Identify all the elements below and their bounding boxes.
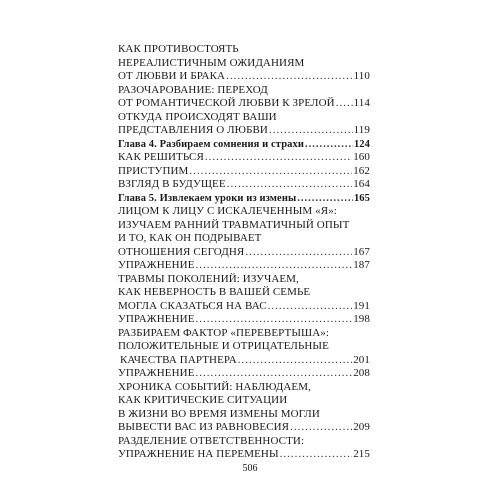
- toc-page-number: 191: [353, 299, 370, 312]
- toc-line: [118, 408, 370, 422]
- toc-line: [118, 111, 370, 125]
- dot-leader: [205, 151, 352, 165]
- toc-page-number: 208: [353, 367, 370, 379]
- toc-entry-text: И ТО, КАК ОН ПОДРЫВАЕТ: [118, 232, 262, 244]
- dot-leader: [245, 246, 352, 260]
- toc-line: [118, 313, 370, 327]
- toc-line: [118, 205, 370, 219]
- toc-entry-text: ИЗУЧАЕМ РАННИЙ ТРАВМАТИЧНЫЙ ОПЫТ: [118, 218, 350, 231]
- toc-entry-text: В ЖИЗНИ ВО ВРЕМЯ ИЗМЕНЫ МОГЛИ: [118, 407, 320, 420]
- dot-leader: [280, 448, 353, 462]
- toc-page-number: 114: [353, 97, 370, 109]
- toc-entry-text: МОГЛА СКАЗАТЬСЯ НА ВАС: [118, 299, 267, 312]
- toc-entry-text: ТРАВМЫ ПОКОЛЕНИЙ: ИЗУЧАЕМ,: [118, 272, 299, 285]
- toc-page-number: 160: [353, 151, 370, 163]
- toc-page-number: 198: [353, 313, 370, 325]
- toc-entry-text: ОТНОШЕНИЯ СЕГОДНЯ: [118, 245, 245, 258]
- dot-leader: [290, 421, 352, 435]
- toc-line: [118, 43, 370, 57]
- toc-line: [118, 381, 370, 395]
- toc-entry-text: КАК НЕВЕРНОСТЬ В ВАШЕЙ СЕМЬЕ: [118, 286, 311, 298]
- toc-line: [118, 178, 370, 192]
- dot-leader: [305, 138, 353, 152]
- toc-line: [118, 273, 370, 287]
- toc-page-number: 162: [353, 164, 370, 177]
- toc-line: [118, 340, 370, 354]
- dot-leader: [189, 165, 352, 179]
- toc-entry-text: ПОЛОЖИТЕЛЬНЫЕ И ОТРИЦАТЕЛЬНЫЕ: [118, 340, 329, 352]
- toc-entry-text: Глава 5. Извлекаем уроки из измены: [118, 192, 297, 204]
- toc-line: [118, 219, 370, 233]
- dot-leader: [196, 367, 353, 381]
- toc-entry-text: РАЗДЕЛЕНИЕ ОТВЕТСТВЕННОСТИ:: [118, 434, 305, 447]
- dot-leader: [196, 313, 353, 327]
- dot-leader: [227, 178, 353, 192]
- toc-line: [118, 354, 370, 368]
- dot-leader: [297, 192, 353, 206]
- toc-line: [118, 70, 370, 84]
- toc-line: [118, 232, 370, 246]
- toc-page-number: 215: [353, 448, 370, 460]
- toc-entry-text: РАЗОЧАРОВАНИЕ: ПЕРЕХОД: [118, 83, 268, 96]
- toc-entry-text: ПРИСТУПИМ: [118, 164, 189, 177]
- toc-line: [118, 448, 370, 462]
- toc-line: [118, 394, 370, 408]
- table-of-contents: [118, 43, 370, 462]
- toc-line: [118, 151, 370, 165]
- toc-page-number: 110: [353, 70, 370, 82]
- toc-page-number: 187: [353, 259, 370, 271]
- dot-leader: [196, 259, 353, 273]
- toc-entry-text: ВЗГЛЯД В БУДУЩЕЕ: [118, 178, 226, 190]
- toc-line: [118, 286, 370, 300]
- toc-entry-text: УПРАЖНЕНИЕ: [118, 259, 195, 271]
- toc-page-number: 201: [353, 353, 370, 366]
- toc-chapter-line: [118, 138, 370, 152]
- toc-line: [118, 84, 370, 98]
- toc-entry-text: УПРАЖНЕНИЕ: [118, 367, 195, 379]
- toc-line: [118, 124, 370, 138]
- toc-page-number: 164: [353, 178, 370, 190]
- toc-entry-text: ЛИЦОМ К ЛИЦУ С ИСКАЛЕЧЕННЫМ «Я»:: [118, 205, 337, 217]
- toc-line: [118, 421, 370, 435]
- toc-entry-text: УПРАЖНЕНИЕ: [118, 313, 195, 325]
- toc-entry-text: ОТ РОМАНТИЧЕСКОЙ ЛЮБВИ К ЗРЕЛОЙ: [118, 97, 335, 109]
- toc-line: [118, 327, 370, 341]
- toc-entry-text: Глава 4. Разбираем сомнения и страхи: [118, 138, 304, 150]
- toc-line: [118, 246, 370, 260]
- toc-page-number: 124: [353, 138, 370, 150]
- toc-chapter-line: [118, 192, 370, 206]
- toc-entry-text: КАК РЕШИТЬСЯ: [118, 151, 204, 163]
- toc-entry-text: ВЫВЕСТИ ВАС ИЗ РАВНОВЕСИЯ: [118, 421, 290, 433]
- toc-entry-text: РАЗБИРАЕМ ФАКТОР «ПЕРЕВЕРТЫША»:: [118, 326, 330, 339]
- dot-leader: [269, 124, 353, 138]
- page-number: 506: [242, 463, 258, 474]
- toc-entry-text: ХРОНИКА СОБЫТИЙ: НАБЛЮДАЕМ,: [118, 380, 311, 393]
- toc-entry-text: ПРЕДСТАВЛЕНИЯ О ЛЮБВИ: [118, 124, 268, 136]
- toc-entry-text: КАЧЕСТВА ПАРТНЕРА: [120, 353, 237, 366]
- toc-line: [118, 97, 370, 111]
- toc-line: [118, 57, 370, 71]
- dot-leader: [238, 354, 352, 368]
- toc-page-number: 119: [353, 124, 370, 136]
- toc-page-number: 165: [353, 192, 370, 204]
- toc-entry-text: ОТКУДА ПРОИСХОДЯТ ВАШИ: [118, 110, 277, 123]
- toc-entry-text: НЕРЕАЛИСТИЧНЫМ ОЖИДАНИЯМ: [118, 56, 305, 69]
- toc-page-number: 167: [353, 245, 370, 258]
- toc-line: [118, 165, 370, 179]
- toc-entry-text: УПРАЖНЕНИЕ НА ПЕРЕМЕНЫ: [118, 448, 279, 460]
- toc-line: [118, 367, 370, 381]
- dot-leader: [336, 97, 353, 111]
- toc-line: [118, 300, 370, 314]
- toc-line: [118, 435, 370, 449]
- toc-page-number: 209: [353, 421, 370, 433]
- dot-leader: [268, 300, 353, 314]
- toc-line: [118, 259, 370, 273]
- dot-leader: [226, 70, 353, 84]
- toc-entry-text: КАК КРИТИЧЕСКИЕ СИТУАЦИИ: [118, 394, 288, 406]
- toc-entry-text: ОТ ЛЮБВИ И БРАКА: [118, 70, 226, 82]
- toc-entry-text: КАК ПРОТИВОСТОЯТЬ: [118, 43, 239, 55]
